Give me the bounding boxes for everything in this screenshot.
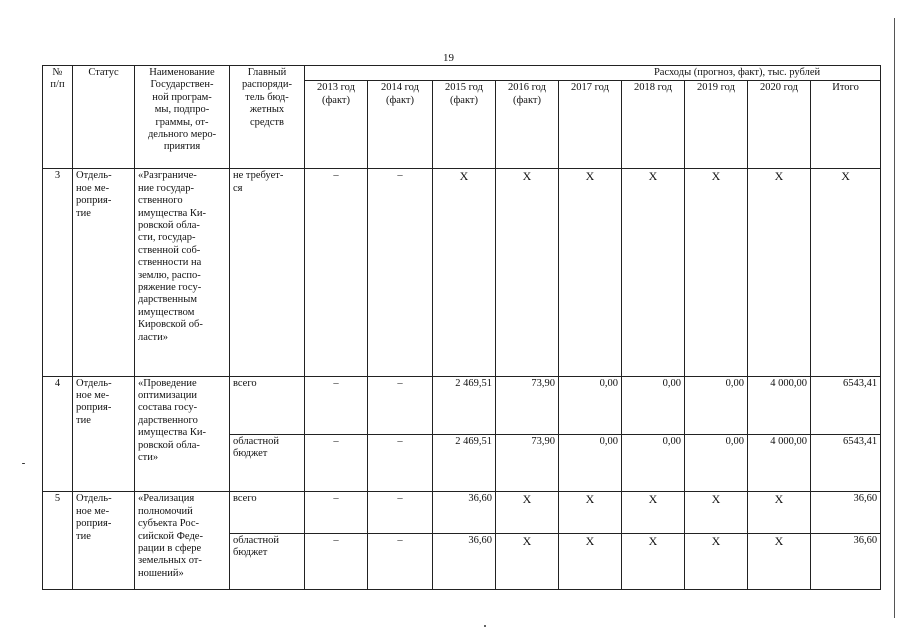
value-cell: X bbox=[622, 533, 685, 589]
header-year-5: 2018 год bbox=[622, 81, 685, 169]
value-cell: 36,60 bbox=[433, 533, 496, 589]
value-cell: – bbox=[368, 169, 433, 376]
header-status: Статус bbox=[73, 66, 135, 169]
value-cell: 73,90 bbox=[496, 435, 559, 492]
table-row bbox=[43, 169, 881, 376]
header-admin: Главный распоряди- тель бюд- жетных средств bbox=[230, 66, 305, 169]
row-admin: всего bbox=[230, 492, 305, 533]
value-cell: X bbox=[685, 492, 748, 533]
value-cell: – bbox=[305, 435, 368, 492]
header-spending: Расходы (прогноз, факт), тыс. рублей bbox=[305, 66, 881, 81]
value-cell: 4 000,00 bbox=[748, 435, 811, 492]
value-cell: X bbox=[685, 169, 748, 376]
budget-table bbox=[42, 65, 881, 590]
value-cell: – bbox=[368, 376, 433, 434]
value-cell: 6543,41 bbox=[811, 435, 881, 492]
value-cell: – bbox=[305, 492, 368, 533]
row-name: «Реализация полномочий субъекта Рос- сийской Феде- рации в сфере земельных от- ношений» bbox=[135, 492, 230, 590]
value-cell: 0,00 bbox=[685, 376, 748, 434]
value-cell: X bbox=[496, 169, 559, 376]
value-cell: X bbox=[685, 533, 748, 589]
header-year-1: 2014 год (факт) bbox=[368, 81, 433, 169]
row-num: 3 bbox=[43, 169, 73, 376]
value-cell: 73,90 bbox=[496, 376, 559, 434]
scan-speck bbox=[484, 625, 486, 627]
row-status: Отдель- ное ме- роприя- тие bbox=[73, 376, 135, 492]
value-cell: 36,60 bbox=[433, 492, 496, 533]
row-status: Отдель- ное ме- роприя- тие bbox=[73, 169, 135, 376]
scan-speck bbox=[22, 463, 25, 464]
value-cell: X bbox=[559, 169, 622, 376]
header-year-7: 2020 год bbox=[748, 81, 811, 169]
value-cell: X bbox=[748, 492, 811, 533]
value-cell: 2 469,51 bbox=[433, 376, 496, 434]
value-cell: – bbox=[305, 533, 368, 589]
header-year-8: Итого bbox=[811, 81, 881, 169]
header-year-0: 2013 год (факт) bbox=[305, 81, 368, 169]
value-cell: – bbox=[368, 435, 433, 492]
value-cell: 0,00 bbox=[559, 435, 622, 492]
row-name: «Проведение оптимизации состава госу- дарственного имущества Ки- ровской обла- сти» bbox=[135, 376, 230, 492]
value-cell: – bbox=[368, 533, 433, 589]
value-cell: 36,60 bbox=[811, 533, 881, 589]
header-year-6: 2019 год bbox=[685, 81, 748, 169]
page-edge-line bbox=[894, 18, 895, 618]
value-cell: – bbox=[305, 376, 368, 434]
value-cell: 0,00 bbox=[685, 435, 748, 492]
value-cell: 6543,41 bbox=[811, 376, 881, 434]
value-cell: X bbox=[748, 533, 811, 589]
header-num: № п/п bbox=[43, 66, 73, 169]
value-cell: X bbox=[559, 492, 622, 533]
header-year-3: 2016 год (факт) bbox=[496, 81, 559, 169]
row-admin: областной бюджет bbox=[230, 435, 305, 492]
value-cell: X bbox=[559, 533, 622, 589]
header-year-4: 2017 год bbox=[559, 81, 622, 169]
row-admin: не требует- ся bbox=[230, 169, 305, 376]
row-admin: областной бюджет bbox=[230, 533, 305, 589]
value-cell: – bbox=[305, 169, 368, 376]
value-cell: 36,60 bbox=[811, 492, 881, 533]
page-number: 19 bbox=[443, 52, 454, 64]
value-cell: X bbox=[622, 169, 685, 376]
row-status: Отдель- ное ме- роприя- тие bbox=[73, 492, 135, 590]
value-cell: 0,00 bbox=[622, 376, 685, 434]
value-cell: 0,00 bbox=[622, 435, 685, 492]
value-cell: – bbox=[368, 492, 433, 533]
table-row bbox=[43, 376, 881, 434]
row-num: 5 bbox=[43, 492, 73, 590]
value-cell: X bbox=[496, 492, 559, 533]
value-cell: X bbox=[748, 169, 811, 376]
value-cell: X bbox=[811, 169, 881, 376]
row-admin: всего bbox=[230, 376, 305, 434]
value-cell: 0,00 bbox=[559, 376, 622, 434]
value-cell: X bbox=[496, 533, 559, 589]
header-name: Наименование Государствен- ной програм- мы, подпро- граммы, от- дельного меро- приятия bbox=[135, 66, 230, 169]
value-cell: 2 469,51 bbox=[433, 435, 496, 492]
row-num: 4 bbox=[43, 376, 73, 492]
row-name: «Разграниче- ние государ- ственного имущества Ки- ровской обла- сти, государ- ственной соб- ственности на землю, распо- ряжение госу- дарственным имуществом Кировской об- ласти» bbox=[135, 169, 230, 376]
value-cell: 4 000,00 bbox=[748, 376, 811, 434]
value-cell: X bbox=[622, 492, 685, 533]
table-row bbox=[43, 492, 881, 533]
value-cell: X bbox=[433, 169, 496, 376]
header-year-2: 2015 год (факт) bbox=[433, 81, 496, 169]
